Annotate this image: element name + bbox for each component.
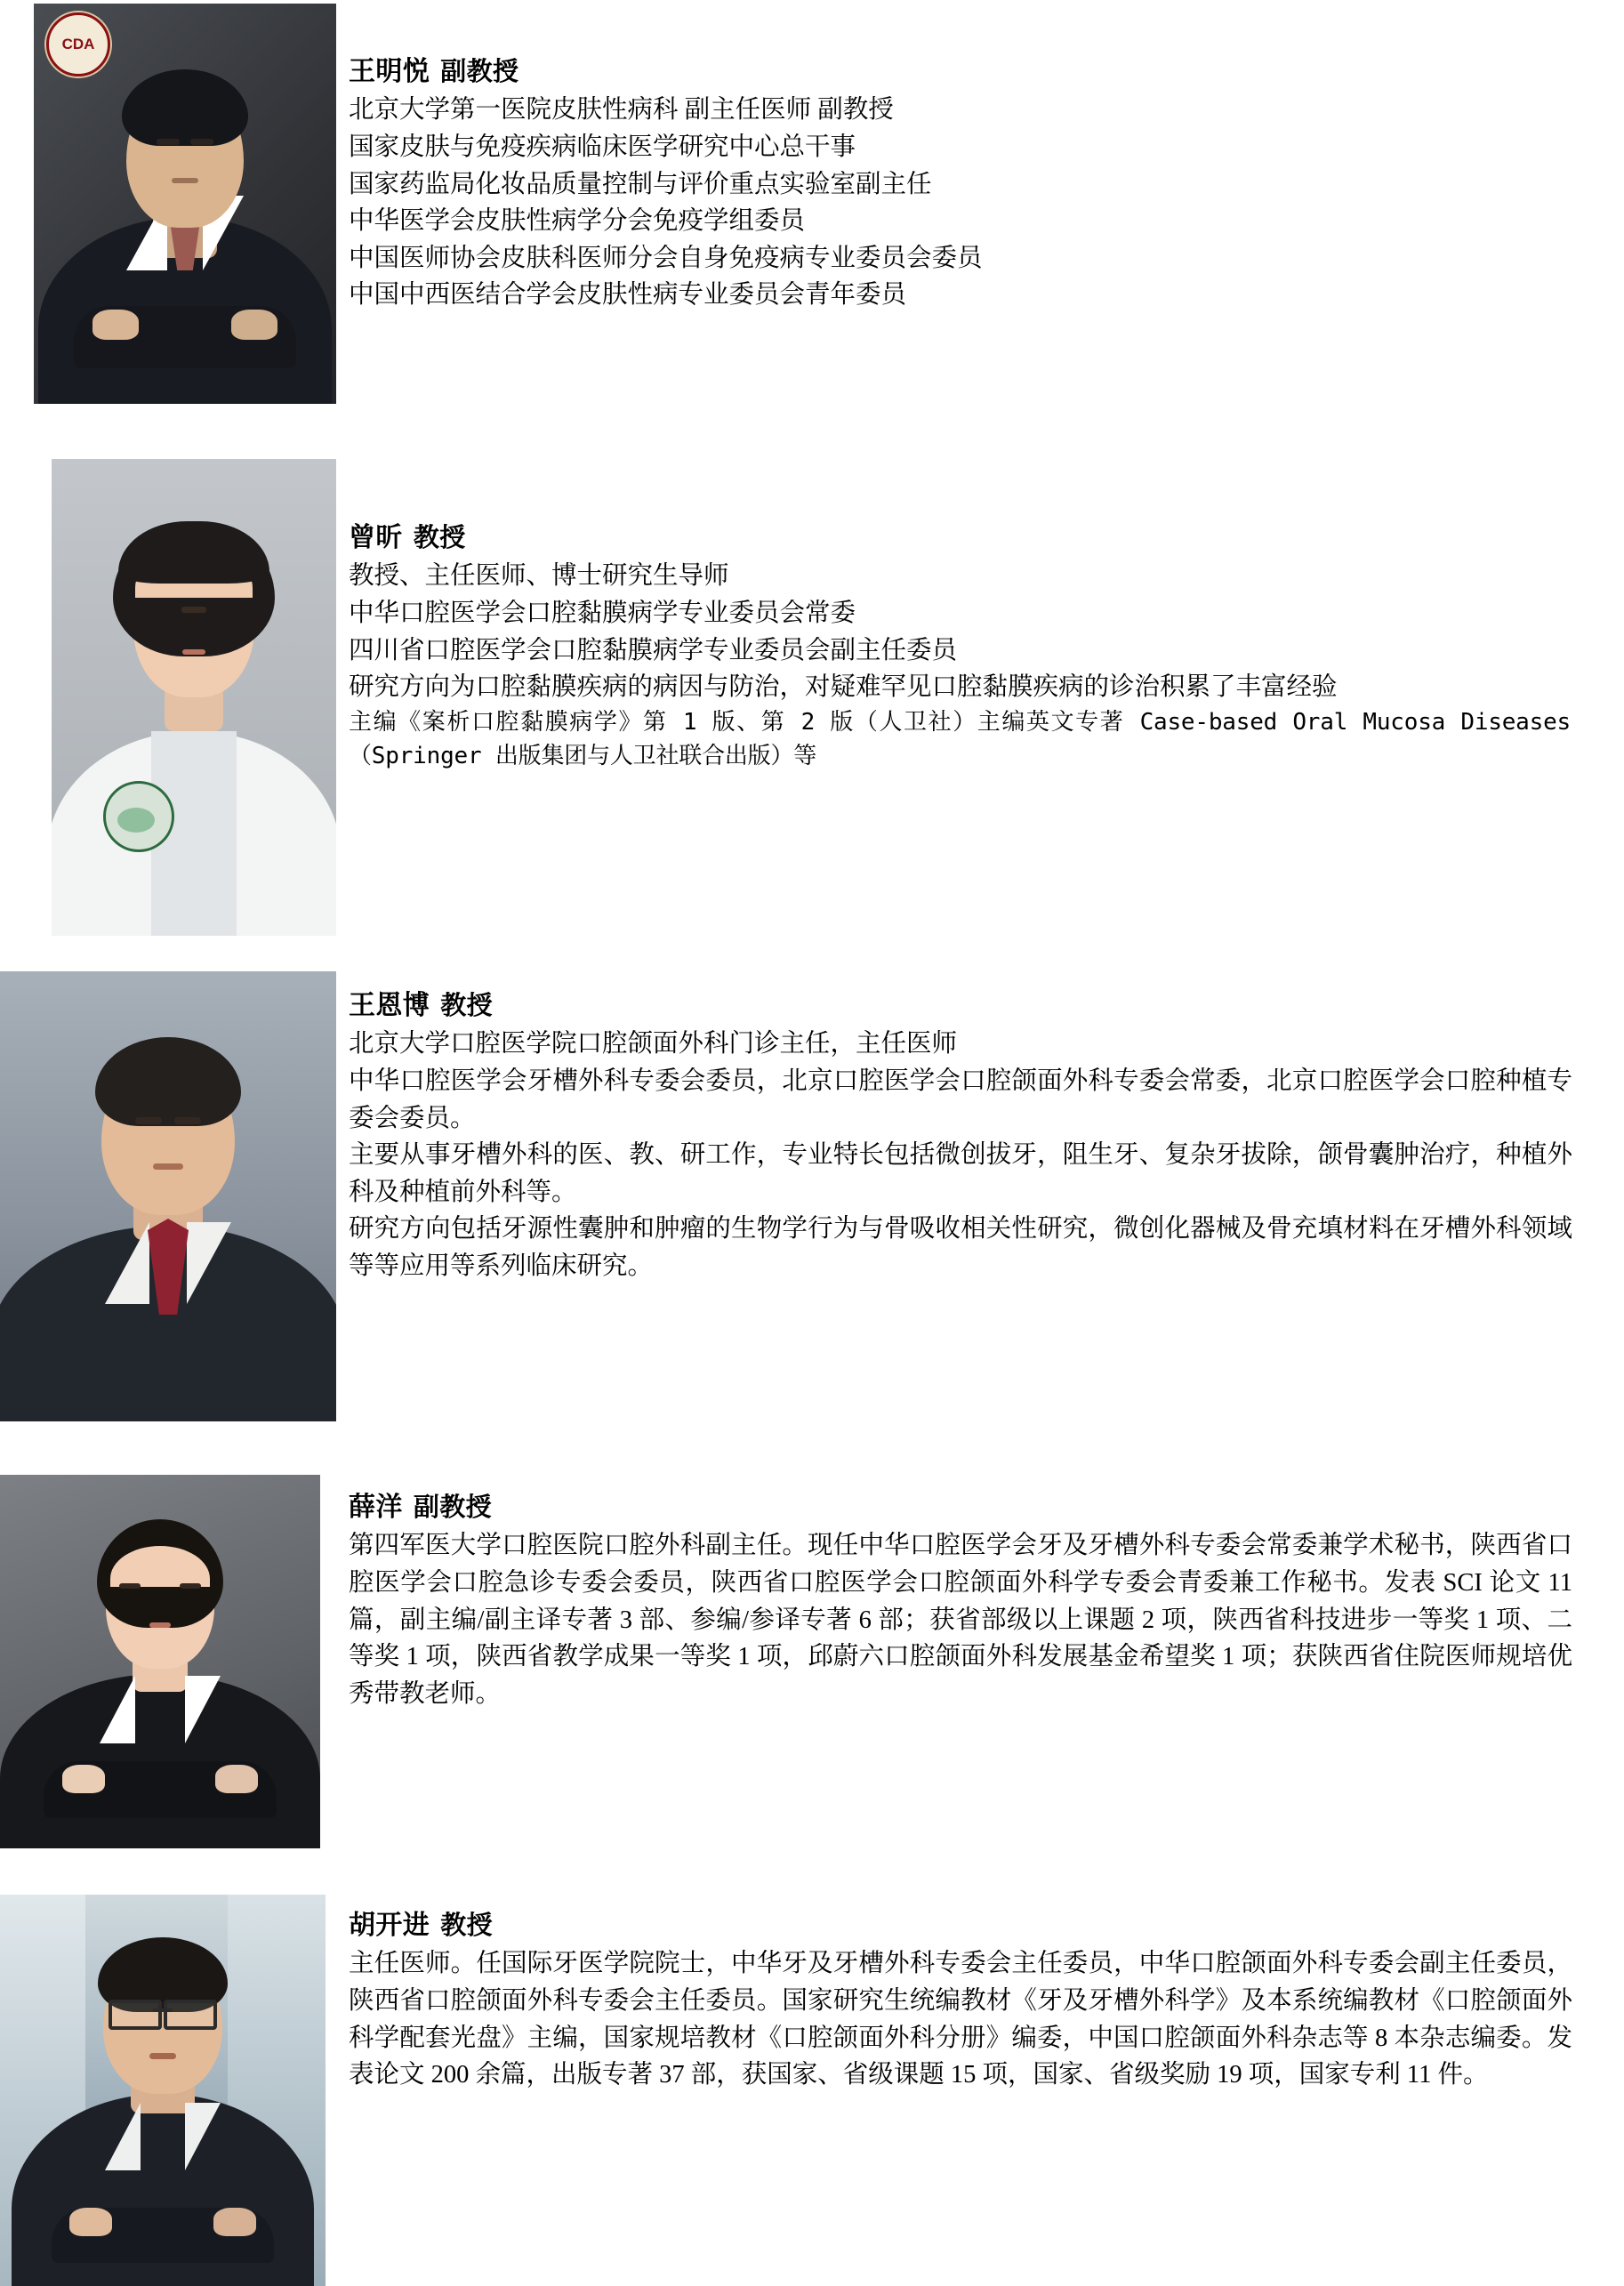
speaker-name: 曾昕 — [349, 523, 403, 552]
speaker-photo-container — [0, 1895, 336, 2286]
speaker-photo-container — [0, 971, 336, 1421]
bio-line: 主要从事牙槽外科的医、教、研工作，专业特长包括微创拔牙，阻生牙、复杂牙拔除，颌骨囊肿治疗，种植外科及种植前外科等。 — [349, 1141, 1572, 1206]
bio-line: 中华口腔医学会牙槽外科专委会委员，北京口腔医学会口腔颌面外科专委会常委，北京口腔医学会口腔种植专委会委员。 — [349, 1067, 1572, 1132]
bio-line: 主任医师。任国际牙医学院院士，中华牙及牙槽外科专委会主任委员，中华口腔颌面外科专委会副主任委员，陕西省口腔颌面外科专委会主任委员。国家研究生统编教材《牙及牙槽外科学》及本系统编教材《口腔颌面外科学配套光盘》主编，国家规培教材《口腔颌面外科分册》编委，中国口腔颌面外科杂志等 8 本杂志编委。发表论文 200 余篇，出版专著 37 部，获国家、省级课题 15 项，国家、省级奖励 19 项，国家专利 11 件。 — [349, 1950, 1572, 2089]
speaker-name-line — [349, 53, 1571, 90]
bio-line: 北京大学口腔医学院口腔颌面外科门诊主任，主任医师 — [349, 1030, 958, 1058]
eyeglasses — [109, 2000, 162, 2030]
speaker-entry — [0, 1421, 1624, 1848]
speaker-title: 副教授 — [440, 58, 519, 86]
speaker-bio — [349, 1527, 1572, 1712]
speaker-text-block — [336, 971, 1624, 1285]
eyeglasses — [164, 2000, 217, 2030]
speaker-text-block — [336, 1475, 1624, 1712]
bio-line: 中国中西医结合学会皮肤性病专业委员会青年委员 — [349, 281, 907, 310]
speaker-text-block — [336, 1895, 1624, 2094]
speaker-text-block — [336, 4, 1624, 314]
speaker-portrait-wang-mingyue — [34, 4, 336, 404]
speaker-portrait-hu-kaijin — [0, 1895, 326, 2286]
speaker-title: 教授 — [440, 1912, 494, 1940]
speaker-entry — [0, 936, 1624, 1421]
bio-line: 四川省口腔医学会口腔黏膜病学专业委员会副主任委员 — [349, 636, 958, 664]
speaker-name: 胡开进 — [349, 1911, 430, 1940]
bio-line: 国家皮肤与免疫疾病临床医学研究中心总干事 — [349, 133, 856, 161]
speaker-name-line — [349, 1489, 1572, 1525]
speaker-photo-container — [0, 1475, 336, 1848]
bio-line: 中华医学会皮肤性病学分会免疫学组委员 — [349, 207, 806, 236]
speaker-portrait-zeng-xin — [52, 459, 336, 936]
speaker-name: 王明悦 — [349, 57, 430, 86]
speaker-portrait-xue-yang — [0, 1475, 320, 1848]
bio-line: 中华口腔医学会口腔黏膜病学专业委员会常委 — [349, 600, 856, 627]
bio-line: 主编《案析口腔黏膜病学》第 1 版、第 2 版（人卫社）主编英文专著 Case-based Oral Mucosa Diseases（Springer 出版集团与人卫社联合出版）等 — [349, 708, 1571, 769]
speaker-name-line — [349, 519, 1571, 556]
speaker-name-line — [349, 987, 1572, 1024]
bio-line: 北京大学第一医院皮肤性病科 副主任医师 副教授 — [349, 96, 894, 125]
bio-line: 国家药监局化妆品质量控制与评价重点实验室副主任 — [349, 170, 932, 198]
speaker-title: 教授 — [440, 992, 494, 1020]
bio-line: 研究方向包括牙源性囊肿和肿瘤的生物学行为与骨吸收相关性研究，微创化器械及骨充填材料在牙槽外科领域等等应用等系列临床研究。 — [349, 1215, 1572, 1281]
speaker-title: 教授 — [413, 524, 466, 552]
bio-line: 研究方向为口腔黏膜疾病的病因与防治，对疑难罕见口腔黏膜疾病的诊治积累了丰富经验 — [349, 673, 1338, 702]
speaker-bio — [349, 92, 1571, 314]
speaker-bio — [349, 558, 1571, 773]
speaker-bio — [349, 1945, 1572, 2093]
speaker-photo-container — [0, 4, 336, 404]
speaker-name: 薛洋 — [349, 1493, 403, 1522]
speaker-entry — [0, 0, 1624, 404]
speaker-text-block — [336, 459, 1624, 774]
speaker-entry — [0, 1848, 1624, 2286]
speaker-name: 王恩博 — [349, 991, 430, 1020]
speaker-entry — [0, 404, 1624, 936]
speaker-title: 副教授 — [413, 1493, 493, 1522]
speaker-name-line — [349, 1907, 1572, 1944]
bio-line: 第四军医大学口腔医院口腔外科副主任。现任中华口腔医学会牙及牙槽外科专委会常委兼学术秘书，陕西省口腔医学会口腔急诊专委会委员，陕西省口腔医学会口腔颌面外科学专委会青委兼工作秘书。发表 SCI 论文 11 篇，副主编/副主译专著 3 部、参编/参译专著 6 部；获省部级以上课题 2 项，陕西省科技进步一等奖 1 项、二等奖 1 项，陕西省教学成果一等奖 1 项，邱蔚六口腔颌面外科发展基金希望奖 1 项；获陕西省住院医师规培优秀带教老师。 — [349, 1532, 1572, 1708]
bio-line: 教授、主任医师、博士研究生导师 — [349, 562, 729, 591]
bio-line: 中国医师协会皮肤科医师分会自身免疫病专业委员会委员 — [349, 244, 983, 272]
speaker-portrait-wang-enbo — [0, 971, 336, 1421]
cda-badge: CDA — [46, 12, 110, 76]
speaker-bio — [349, 1026, 1572, 1284]
speaker-photo-container — [0, 459, 336, 936]
